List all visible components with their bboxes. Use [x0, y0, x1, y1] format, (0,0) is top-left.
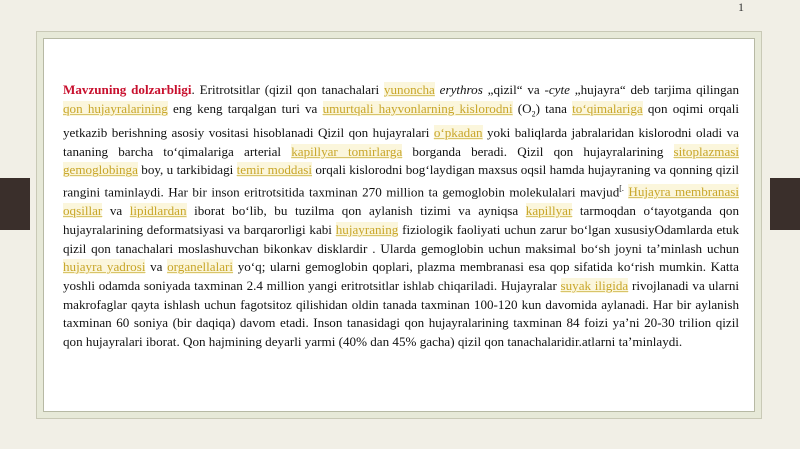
- hyperlink[interactable]: yunoncha: [383, 82, 435, 97]
- paragraph-text: qon oqimi orqali yetkazib berishning asosiy vositasi hisoblanadi Qizil qon hujayralari: [63, 100, 740, 141]
- right-decorative-bar: [770, 178, 800, 230]
- paragraph-text: „hujayra“ deb tarjima qilingan: [569, 82, 740, 97]
- body-paragraph: [63, 81, 739, 352]
- paragraph-text: yoki baliqlarda jabralaridan kislorodni oladi va tananing barcha to‘qimalariga arterial: [63, 125, 739, 159]
- paragraph-text: tarmoqdan o‘tayotganda qon hujayralarining deformatsiyasi va barqarorligi kabi: [63, 203, 740, 237]
- citation-mark: [.: [619, 184, 624, 194]
- italic-term: erythros: [439, 82, 483, 97]
- paragraph-text: va: [102, 203, 130, 219]
- paragraph-text: orqali kislorodni bog‘laydigan maxsus oqsil hamda hujayraning va qonning qizil rangini taminlaydi. Har bir inson eritrotsitida taxminan 270 million ta gemoglobin molekulalari mavjud: [63, 162, 739, 200]
- hyperlink[interactable]: to‘qimalariga: [572, 100, 643, 116]
- italic-term: cyte: [548, 82, 570, 97]
- hyperlink[interactable]: qon hujayralarining: [63, 100, 168, 116]
- hyperlink[interactable]: suyak iligida: [560, 278, 629, 293]
- hyperlink[interactable]: temir moddasi: [236, 162, 313, 178]
- paragraph-text: va: [145, 259, 168, 275]
- paragraph-text: fiziologik faoliyati uchun zarur bo‘lgan xususiyOdamlarda etuk qizil qon tanachalari moslashuvchan bikonkav disklardir . Ularda gemoglobin uchun maksimal bo‘sh joyni ta’minlash uchun: [63, 221, 739, 256]
- paragraph-text: boy, u tarkibidagi: [137, 162, 237, 178]
- paragraph-text: borganda beradi. Qizil qon hujayralarining: [402, 143, 674, 159]
- hyperlink[interactable]: o‘pkadan: [433, 125, 483, 141]
- paragraph-text: rivojlanadi va ularni makrofaglar qayta ishlash uchun fagotsitoz qilishidan oldin tanada taxminan 100-120 kun davomida aylanadi. Har bir aylanish taxminan 60 soniya (bir daqiqa) davom etadi. Inson tanasidagi qon hujayralarining taxminan 84 foizi ya’ni 20-30 trilion qizil qon hujayralari iborat. Qon hajmining deyarli yarmi (40% dan 45% gacha) qizil qon tanachalaridir.atlarni ta’minlaydi.: [63, 278, 740, 350]
- paragraph-text: eng keng tarqalgan turi va: [167, 100, 323, 116]
- hyperlink[interactable]: Hujayra membranasi: [628, 184, 739, 200]
- hyperlink[interactable]: hujayraning: [335, 221, 399, 237]
- paragraph-text: yo‘q; ularni gemoglobin qoplari, plazma membranasi esa qop sifatida ko‘rish mumkin. Katta yoshli odamda soniyada taxminan 2.4 million yangi eritrotsitlar ishlab chiqariladi. Hujayralar: [63, 259, 739, 293]
- hyperlink[interactable]: hujayra yadrosi: [63, 259, 146, 275]
- hyperlink[interactable]: umurtqali hayvonlarning kislorodni: [322, 100, 513, 116]
- hyperlink[interactable]: oqsillar: [63, 203, 103, 219]
- hyperlink[interactable]: kapillyar tomirlarga: [291, 143, 403, 159]
- paragraph-text: (O: [512, 100, 532, 116]
- hyperlink[interactable]: organellalari: [167, 259, 234, 275]
- paragraph-text: ) tana: [535, 100, 573, 116]
- hyperlink[interactable]: lipidlardan: [129, 203, 187, 219]
- section-heading: Mavzuning dolzarbligi: [63, 82, 192, 97]
- subscript: 2: [531, 109, 536, 119]
- paragraph-text: „qizil“ va -: [482, 82, 549, 97]
- paragraph-text: . Eritrotsitlar (qizil qon tanachalari: [191, 82, 384, 97]
- left-decorative-bar: [0, 178, 30, 230]
- paragraph-text: iborat bo‘lib, bu tuzilma qon aylanish tizimi va ayniqsa: [186, 203, 526, 219]
- hyperlink[interactable]: kapillyar: [525, 203, 573, 219]
- page-number: 1: [738, 0, 744, 14]
- hyperlink[interactable]: gemoglobinga: [63, 162, 138, 178]
- hyperlink[interactable]: sitoplazmasi: [673, 143, 740, 159]
